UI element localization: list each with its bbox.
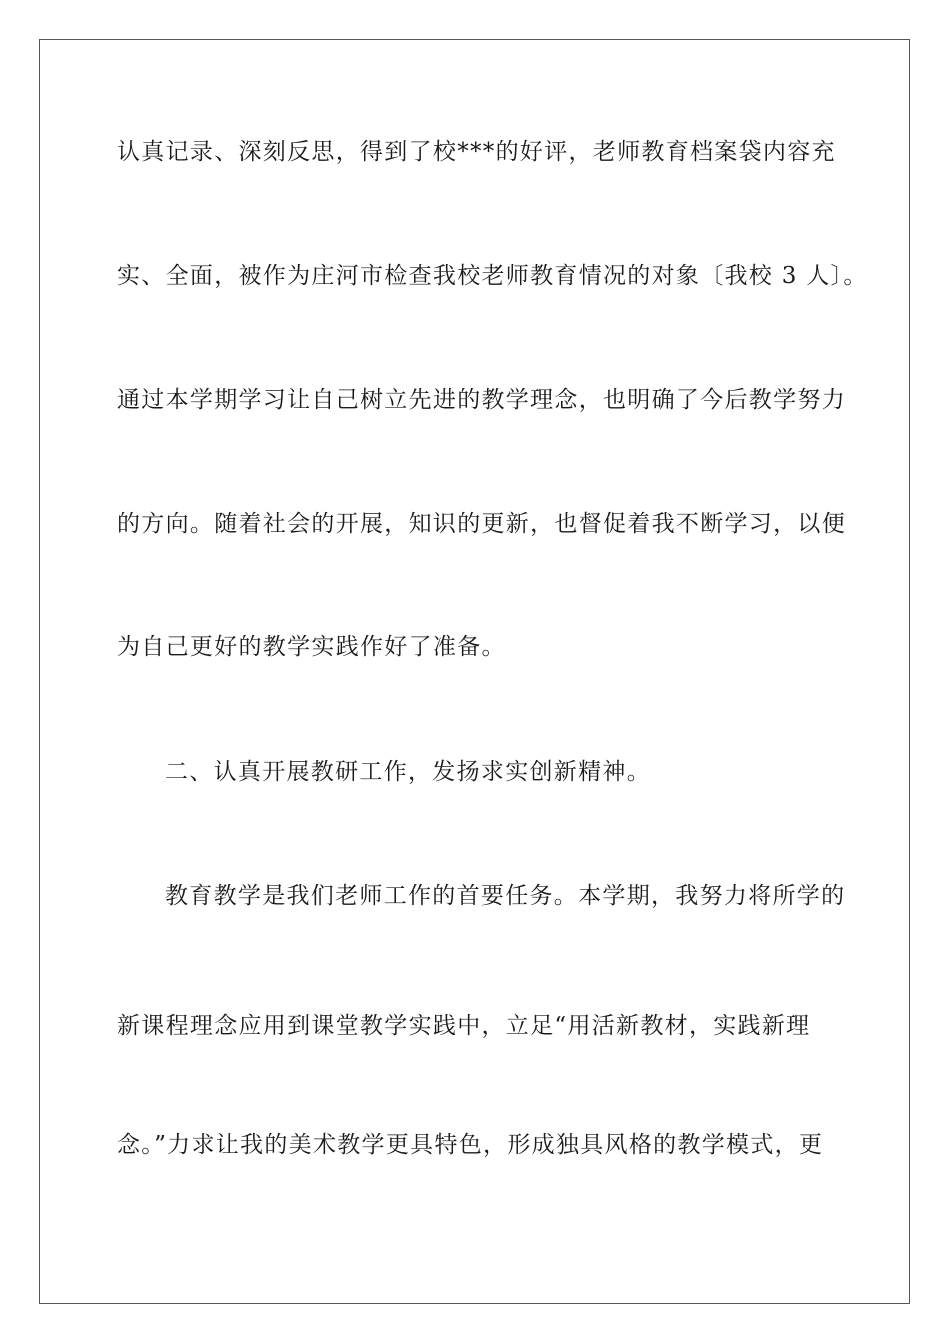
page-border: [39, 39, 910, 1304]
paragraph-line-7: 新课程理念应用到课堂教学实践中，立足“用活新教材，实践新理: [117, 1013, 811, 1039]
paragraph-line-6: 教育教学是我们老师工作的首要任务。本学期，我努力将所学的: [165, 883, 846, 909]
paragraph-line-1: 认真记录、深刻反思，得到了校***的好评，老师教育档案袋内容充: [117, 139, 836, 165]
section-heading: 二、认真开展教研工作，发扬求实创新精神。: [165, 759, 651, 785]
paragraph-line-3: 通过本学期学习让自己树立先进的教学理念，也明确了今后教学努力: [117, 387, 846, 413]
paragraph-line-4: 的方向。随着社会的开展，知识的更新，也督促着我不断学习，以便: [117, 511, 846, 537]
paragraph-line-2: 实、全面，被作为庄河市检查我校老师教育情况的对象〔我校 3 人〕。: [117, 263, 868, 289]
paragraph-line-8: 念。”力求让我的美术教学更具特色，形成独具风格的教学模式，更: [117, 1132, 824, 1158]
paragraph-line-5: 为自己更好的教学实践作好了准备。: [117, 634, 506, 660]
